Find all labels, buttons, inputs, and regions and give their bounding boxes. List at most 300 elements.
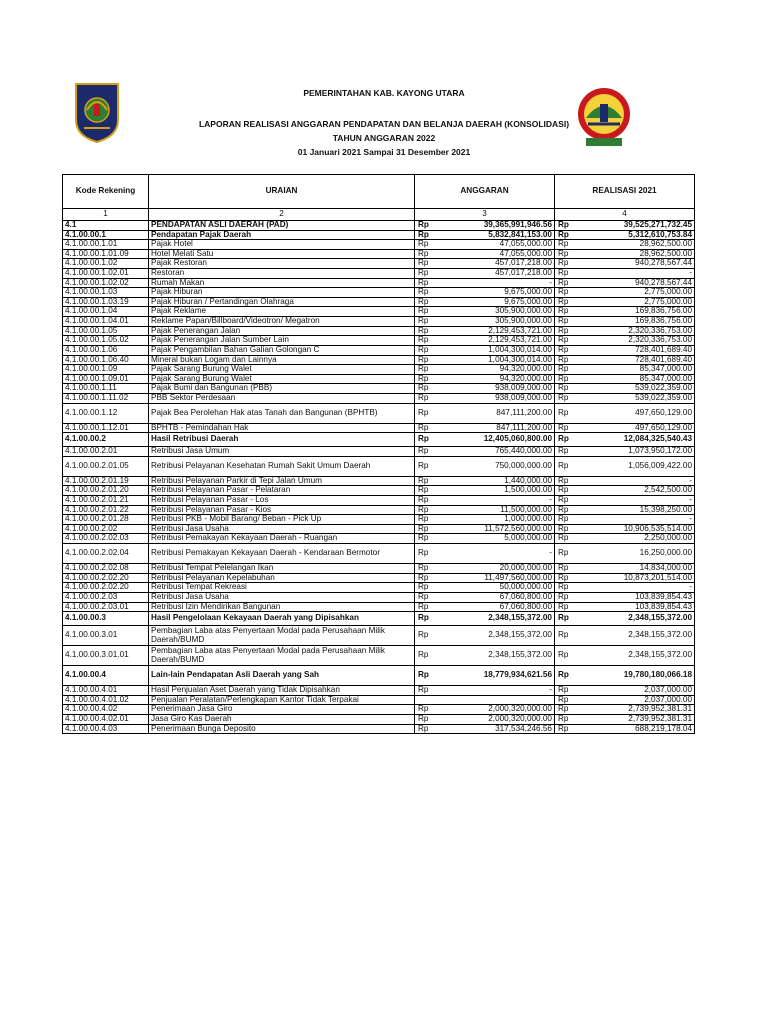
- cell-currency: Rp: [555, 278, 567, 288]
- cell-currency: Rp: [555, 724, 567, 734]
- cell-uraian: Pajak Bumi dan Bangunan (PBB): [149, 384, 415, 394]
- cell-kode: 4.1.00.00.1.05.02: [63, 336, 149, 346]
- cell-currency: Rp: [555, 433, 567, 447]
- cell-realisasi: -: [567, 583, 695, 593]
- cell-uraian: Hotel Melati Satu: [149, 249, 415, 259]
- table-row: [63, 447, 695, 457]
- cell-anggaran: 5,832,841,153.00: [428, 230, 555, 240]
- cell-uraian: Retribusi Tempat Pelelangan Ikan: [149, 564, 415, 574]
- cell-kode: 4.1.00.00.3.01.01: [63, 646, 149, 666]
- cell-currency: Rp: [415, 686, 428, 696]
- cell-realisasi: 2,348,155,372.00: [567, 612, 695, 626]
- cell-uraian: Pajak Hotel: [149, 240, 415, 250]
- report-title: LAPORAN REALISASI ANGGARAN PENDAPATAN DAN BELANJA DAERAH (KONSOLIDASI): [198, 119, 570, 129]
- cell-uraian: Retribusi Izin Mendirikan Bangunan: [149, 602, 415, 612]
- cell-realisasi: -: [567, 496, 695, 506]
- cell-currency: Rp: [555, 646, 567, 666]
- cell-uraian: Pajak Reklame: [149, 307, 415, 317]
- cell-realisasi: 1,073,950,172.00: [567, 447, 695, 457]
- cell-kode: 4.1.00.00.4.01: [63, 686, 149, 696]
- cell-anggaran: 67,060,800.00: [428, 592, 555, 602]
- cell-anggaran: -: [428, 686, 555, 696]
- cell-anggaran: 5,000,000.00: [428, 534, 555, 544]
- cell-currency: Rp: [555, 259, 567, 269]
- cell-currency: Rp: [415, 365, 428, 375]
- cell-anggaran: 938,009,000.00: [428, 393, 555, 403]
- cell-anggaran: 47,055,000.00: [428, 249, 555, 259]
- cell-realisasi: 28,962,500.00: [567, 249, 695, 259]
- cell-currency: Rp: [415, 534, 428, 544]
- cell-currency: Rp: [555, 626, 567, 646]
- cell-realisasi: 2,250,000.00: [567, 534, 695, 544]
- cell-uraian: Retribusi Pelayanan Kesehatan Rumah Sakit Umum Daerah: [149, 456, 415, 476]
- government-name: PEMERINTAHAN KAB. KAYONG UTARA: [303, 88, 465, 98]
- table-row: [63, 544, 695, 564]
- cell-realisasi: 728,401,689.40: [567, 355, 695, 365]
- cell-realisasi: -: [567, 476, 695, 486]
- cell-realisasi: 10,906,535,514.00: [567, 524, 695, 534]
- cell-realisasi: -: [567, 515, 695, 525]
- cell-kode: 4.1.00.00.1.06: [63, 345, 149, 355]
- cell-uraian: Pajak Bea Perolehan Hak atas Tanah dan Bangunan (BPHTB): [149, 403, 415, 423]
- cell-kode: 4.1.00.00.2.02.03: [63, 534, 149, 544]
- cell-realisasi: 2,739,952,381.31: [567, 705, 695, 715]
- cell-currency: Rp: [415, 496, 428, 506]
- cell-currency: Rp: [415, 393, 428, 403]
- cell-realisasi: 497,650,129.00: [567, 403, 695, 423]
- table-row: [63, 714, 695, 724]
- cell-uraian: Retribusi Tempat Rekreasi: [149, 583, 415, 593]
- table-row: [63, 336, 695, 346]
- cell-anggaran: 2,348,155,372.00: [428, 626, 555, 646]
- cell-currency: Rp: [555, 288, 567, 298]
- table-body: [63, 221, 695, 734]
- cell-currency: Rp: [555, 564, 567, 574]
- cell-currency: Rp: [555, 336, 567, 346]
- cell-currency: Rp: [415, 221, 428, 231]
- cell-currency: Rp: [415, 345, 428, 355]
- cell-anggaran: 20,000,000.00: [428, 564, 555, 574]
- cell-realisasi: 5,312,610,753.84: [567, 230, 695, 240]
- cell-currency: Rp: [555, 240, 567, 250]
- cell-uraian: Retribusi Jasa Umum: [149, 447, 415, 457]
- cell-anggaran: 94,320,000.00: [428, 374, 555, 384]
- cell-realisasi: 169,836,756.00: [567, 307, 695, 317]
- cell-anggaran: 2,000,320,000.00: [428, 705, 555, 715]
- cell-anggaran: 457,017,218.00: [428, 269, 555, 279]
- cell-realisasi: 2,037,000.00: [567, 686, 695, 696]
- cell-uraian: Pembagian Laba atas Penyertaan Modal pada Perusahaan Milik Daerah/BUMD: [149, 626, 415, 646]
- cell-anggaran: 750,000,000.00: [428, 456, 555, 476]
- cell-currency: Rp: [415, 336, 428, 346]
- cell-uraian: Rumah Makan: [149, 278, 415, 288]
- cell-kode: 4.1.00.00.2.02.20: [63, 583, 149, 593]
- cell-currency: Rp: [555, 666, 567, 686]
- cell-kode: 4.1.00.00.2.01.28: [63, 515, 149, 525]
- cell-realisasi: 2,542,500.00: [567, 486, 695, 496]
- cell-anggaran: 305,900,000.00: [428, 317, 555, 327]
- cell-uraian: Restoran: [149, 269, 415, 279]
- cell-anggaran: 2,129,453,721.00: [428, 326, 555, 336]
- cell-kode: 4.1.00.00.4.01.02: [63, 695, 149, 705]
- table-row: [63, 612, 695, 626]
- cell-kode: 4.1.00.00.3.01: [63, 626, 149, 646]
- cell-kode: 4.1.00.00.4.03: [63, 724, 149, 734]
- table-row: [63, 240, 695, 250]
- cell-currency: Rp: [415, 240, 428, 250]
- left-emblem: [72, 80, 122, 144]
- cell-uraian: Pajak Restoran: [149, 259, 415, 269]
- cell-currency: Rp: [415, 307, 428, 317]
- cell-anggaran: 765,440,000.00: [428, 447, 555, 457]
- table-row: [63, 345, 695, 355]
- cell-currency: Rp: [415, 524, 428, 534]
- cell-kode: 4.1.00.00.2.01.22: [63, 505, 149, 515]
- cell-kode: 4.1.00.00.1.02.02: [63, 278, 149, 288]
- cell-currency: Rp: [415, 486, 428, 496]
- cell-kode: 4.1.00.00.2: [63, 433, 149, 447]
- cell-currency: Rp: [555, 705, 567, 715]
- header-realisasi: REALISASI 2021: [555, 175, 695, 209]
- report-period: 01 Januari 2021 Sampai 31 Desember 2021: [297, 147, 471, 157]
- cell-anggaran: 9,675,000.00: [428, 297, 555, 307]
- cell-realisasi: 940,278,567.44: [567, 259, 695, 269]
- cell-realisasi: 16,250,000.00: [567, 544, 695, 564]
- cell-anggaran: 2,000,320,000.00: [428, 714, 555, 724]
- cell-uraian: Pajak Hiburan / Pertandingan Olahraga: [149, 297, 415, 307]
- kayong-utara-crest-icon: [72, 80, 122, 144]
- cell-realisasi: 728,401,689.40: [567, 345, 695, 355]
- table-row: [63, 666, 695, 686]
- cell-currency: Rp: [555, 456, 567, 476]
- cell-realisasi: 539,022,359.00: [567, 384, 695, 394]
- header-uraian: URAIAN: [149, 175, 415, 209]
- cell-currency: Rp: [415, 384, 428, 394]
- cell-currency: Rp: [555, 307, 567, 317]
- cell-realisasi: 10,873,201,514.00: [567, 573, 695, 583]
- table-row: [63, 423, 695, 433]
- cell-currency: Rp: [415, 317, 428, 327]
- cell-kode: 4.1.00.00.1.04: [63, 307, 149, 317]
- cell-anggaran: 50,000,000.00: [428, 583, 555, 593]
- table-row: [63, 583, 695, 593]
- cell-currency: Rp: [555, 534, 567, 544]
- cell-currency: Rp: [415, 447, 428, 457]
- cell-anggaran: 2,129,453,721.00: [428, 336, 555, 346]
- cell-uraian: Penerimaan Bunga Deposito: [149, 724, 415, 734]
- cell-anggaran: 2,348,155,372.00: [428, 612, 555, 626]
- cell-kode: 4.1.00.00.2.01.21: [63, 496, 149, 506]
- cell-realisasi: 2,320,336,753.00: [567, 326, 695, 336]
- table-row: [63, 456, 695, 476]
- cell-uraian: Retribusi Pelayanan Pasar - Los: [149, 496, 415, 506]
- cell-currency: Rp: [415, 612, 428, 626]
- header-anggaran: ANGGARAN: [415, 175, 555, 209]
- cell-realisasi: 2,739,952,381.31: [567, 714, 695, 724]
- cell-anggaran: 317,534,246.56: [428, 724, 555, 734]
- cell-currency: Rp: [415, 573, 428, 583]
- cell-currency: Rp: [415, 403, 428, 423]
- cell-currency: Rp: [555, 476, 567, 486]
- cell-currency: Rp: [415, 278, 428, 288]
- cell-realisasi: 103,839,854.43: [567, 602, 695, 612]
- cell-kode: 4.1.00.00.2.01.20: [63, 486, 149, 496]
- cell-anggaran: 1,004,300,014.00: [428, 345, 555, 355]
- cell-currency: Rp: [415, 433, 428, 447]
- cell-uraian: Pendapatan Pajak Daerah: [149, 230, 415, 240]
- cell-uraian: Jasa Giro Kas Daerah: [149, 714, 415, 724]
- cell-currency: Rp: [555, 221, 567, 231]
- cell-anggaran: 1,500,000.00: [428, 486, 555, 496]
- cell-anggaran: 11,500,000.00: [428, 505, 555, 515]
- cell-currency: Rp: [415, 724, 428, 734]
- cell-currency: Rp: [415, 592, 428, 602]
- cell-kode: 4.1.00.00.1.05: [63, 326, 149, 336]
- table-row: [63, 592, 695, 602]
- cell-currency: Rp: [415, 423, 428, 433]
- cell-currency: Rp: [415, 705, 428, 715]
- cell-realisasi: 85,347,000.00: [567, 374, 695, 384]
- cell-currency: Rp: [415, 269, 428, 279]
- cell-realisasi: 39,525,271,732.45: [567, 221, 695, 231]
- cell-currency: Rp: [415, 288, 428, 298]
- table-row: [63, 365, 695, 375]
- cell-uraian: Penjualan Peralatan/Perlengkapan Kantor Tidak Terpakai: [149, 695, 415, 705]
- cell-kode: 4.1.00.00.2.03.01: [63, 602, 149, 612]
- cell-anggaran: 39,365,991,946.56: [428, 221, 555, 231]
- cell-currency: Rp: [555, 524, 567, 534]
- cell-kode: 4.1.00.00.1: [63, 230, 149, 240]
- cell-currency: Rp: [555, 573, 567, 583]
- cell-currency: Rp: [555, 374, 567, 384]
- cell-kode: 4.1.00.00.2.01: [63, 447, 149, 457]
- table-row: [63, 433, 695, 447]
- table-row: [63, 705, 695, 715]
- cell-anggaran: 305,900,000.00: [428, 307, 555, 317]
- cell-currency: Rp: [415, 515, 428, 525]
- cell-uraian: BPHTB - Pemindahan Hak: [149, 423, 415, 433]
- column-number: 2: [149, 209, 415, 221]
- cell-currency: Rp: [555, 365, 567, 375]
- table-row: [63, 724, 695, 734]
- cell-realisasi: 2,348,155,372.00: [567, 626, 695, 646]
- cell-uraian: Penerimaan Jasa Giro: [149, 705, 415, 715]
- cell-realisasi: 15,398,250.00: [567, 505, 695, 515]
- column-number-row: [63, 209, 695, 221]
- cell-currency: Rp: [415, 355, 428, 365]
- cell-currency: Rp: [415, 666, 428, 686]
- cell-kode: 4.1.00.00.1.03: [63, 288, 149, 298]
- cell-uraian: Retribusi Pemakayan Kekayaan Daerah - Kendaraan Bermotor: [149, 544, 415, 564]
- cell-uraian: Retribusi Jasa Usaha: [149, 524, 415, 534]
- cell-anggaran: 1,000,000.00: [428, 515, 555, 525]
- cell-realisasi: 12,084,325,540.43: [567, 433, 695, 447]
- cell-currency: Rp: [415, 230, 428, 240]
- cell-currency: Rp: [555, 695, 567, 705]
- cell-realisasi: 85,347,000.00: [567, 365, 695, 375]
- cell-kode: 4.1.00.00.1.04.01: [63, 317, 149, 327]
- cell-kode: 4.1.00.00.1.06.40: [63, 355, 149, 365]
- cell-currency: Rp: [555, 384, 567, 394]
- cell-realisasi: 2,775,000.00: [567, 288, 695, 298]
- cell-uraian: Retribusi Pelayanan Pasar - Pelataran: [149, 486, 415, 496]
- cell-anggaran: 94,320,000.00: [428, 365, 555, 375]
- cell-currency: Rp: [415, 326, 428, 336]
- cell-anggaran: 847,111,200.00: [428, 403, 555, 423]
- table-row: [63, 602, 695, 612]
- table-row: [63, 393, 695, 403]
- cell-currency: Rp: [415, 646, 428, 666]
- cell-currency: Rp: [555, 515, 567, 525]
- cell-realisasi: 14,834,000.00: [567, 564, 695, 574]
- cell-kode: 4.1.00.00.2.02.20: [63, 573, 149, 583]
- cell-anggaran: 11,497,560,000.00: [428, 573, 555, 583]
- cell-uraian: Pembagian Laba atas Penyertaan Modal pada Perusahaan Milik Daerah/BUMD: [149, 646, 415, 666]
- cell-currency: Rp: [555, 249, 567, 259]
- cell-realisasi: 19,780,180,066.18: [567, 666, 695, 686]
- cell-kode: 4.1.00.00.1.11.02: [63, 393, 149, 403]
- cell-uraian: Reklame Papan/Billboard/Videotron/ Megatron: [149, 317, 415, 327]
- cell-anggaran: -: [428, 278, 555, 288]
- cell-currency: Rp: [555, 326, 567, 336]
- cell-realisasi: 539,022,359.00: [567, 393, 695, 403]
- cell-currency: Rp: [555, 544, 567, 564]
- table-header-row: [63, 175, 695, 209]
- cell-kode: 4.1.00.00.2.02.08: [63, 564, 149, 574]
- cell-currency: Rp: [555, 269, 567, 279]
- cell-anggaran: 12,405,060,800.00: [428, 433, 555, 447]
- cell-kode: 4.1.00.00.4: [63, 666, 149, 686]
- cell-anggaran: 18,779,934,621.56: [428, 666, 555, 686]
- cell-uraian: Retribusi Pelayanan Pasar - Kios: [149, 505, 415, 515]
- cell-currency: Rp: [415, 602, 428, 612]
- cell-uraian: Hasil Penjualan Aset Daerah yang Tidak Dipisahkan: [149, 686, 415, 696]
- cell-currency: Rp: [555, 423, 567, 433]
- table-row: [63, 317, 695, 327]
- cell-kode: 4.1.00.00.1.12: [63, 403, 149, 423]
- table-row: [63, 496, 695, 506]
- table-row: [63, 515, 695, 525]
- cell-uraian: Mineral bukan Logam dan Lainnya: [149, 355, 415, 365]
- cell-currency: Rp: [415, 564, 428, 574]
- cell-uraian: Retribusi PKB - Mobil Barang/ Beban - Pick Up: [149, 515, 415, 525]
- cell-currency: Rp: [415, 583, 428, 593]
- cell-kode: 4.1.00.00.2.03: [63, 592, 149, 602]
- table-row: [63, 686, 695, 696]
- cell-anggaran: 1,440,000.00: [428, 476, 555, 486]
- cell-currency: Rp: [555, 403, 567, 423]
- cell-uraian: Pajak Hiburan: [149, 288, 415, 298]
- cell-kode: 4.1.00.00.3: [63, 612, 149, 626]
- cell-currency: Rp: [555, 447, 567, 457]
- cell-kode: 4.1.00.00.1.01.09: [63, 249, 149, 259]
- header-kode-rekening: Kode Rekening: [63, 175, 149, 209]
- cell-anggaran: 938,009,000.00: [428, 384, 555, 394]
- cell-anggaran: 847,111,200.00: [428, 423, 555, 433]
- cell-anggaran: 2,348,155,372.00: [428, 646, 555, 666]
- cell-realisasi: 2,775,000.00: [567, 297, 695, 307]
- cell-uraian: Retribusi Pelayanan Parkir di Tepi Jalan Umum: [149, 476, 415, 486]
- report-year: TAHUN ANGGARAN 2022: [332, 133, 436, 143]
- cell-kode: 4.1.00.00.2.01.05: [63, 456, 149, 476]
- cell-uraian: Lain-lain Pendapatan Asli Daerah yang Sah: [149, 666, 415, 686]
- table-row: [63, 564, 695, 574]
- column-number: 3: [415, 209, 555, 221]
- cell-currency: Rp: [415, 544, 428, 564]
- cell-kode: 4.1.00.00.1.02.01: [63, 269, 149, 279]
- cell-realisasi: 497,650,129.00: [567, 423, 695, 433]
- table-row: [63, 288, 695, 298]
- cell-kode: 4.1.00.00.2.02: [63, 524, 149, 534]
- cell-currency: Rp: [555, 345, 567, 355]
- cell-currency: Rp: [415, 476, 428, 486]
- cell-anggaran: 457,017,218.00: [428, 259, 555, 269]
- cell-uraian: Retribusi Pelayanan Kepelabuhan: [149, 573, 415, 583]
- cell-realisasi: 169,836,756.00: [567, 317, 695, 327]
- cell-kode: 4.1.00.00.2.01.19: [63, 476, 149, 486]
- table-row: [63, 269, 695, 279]
- cell-realisasi: 2,037,000.00: [567, 695, 695, 705]
- cell-uraian: Hasil Pengelolaan Kekayaan Daerah yang Dipisahkan: [149, 612, 415, 626]
- cell-currency: Rp: [555, 612, 567, 626]
- cell-currency: Rp: [555, 355, 567, 365]
- cell-realisasi: 940,278,567.44: [567, 278, 695, 288]
- cell-uraian: Pajak Penerangan Jalan Sumber Lain: [149, 336, 415, 346]
- table-row: [63, 646, 695, 666]
- cell-uraian: Retribusi Pemakayan Kekayaan Daerah - Ruangan: [149, 534, 415, 544]
- cell-realisasi: 1,056,009,422.00: [567, 456, 695, 476]
- cell-kode: 4.1: [63, 221, 149, 231]
- cell-currency: Rp: [555, 714, 567, 724]
- cell-anggaran: 67,060,800.00: [428, 602, 555, 612]
- cell-currency: Rp: [555, 496, 567, 506]
- cell-currency: Rp: [555, 583, 567, 593]
- cell-realisasi: 103,839,854.43: [567, 592, 695, 602]
- cell-currency: Rp: [415, 259, 428, 269]
- budget-realization-table: [62, 174, 695, 734]
- cell-currency: Rp: [415, 626, 428, 646]
- table-row: [63, 626, 695, 646]
- table-row: [63, 221, 695, 231]
- cell-realisasi: -: [567, 269, 695, 279]
- cell-uraian: PBB Sektor Perdesaan: [149, 393, 415, 403]
- column-number: 4: [555, 209, 695, 221]
- cell-anggaran: 11,572,560,000.00: [428, 524, 555, 534]
- cell-currency: Rp: [555, 486, 567, 496]
- column-number: 1: [63, 209, 149, 221]
- cell-currency: Rp: [555, 297, 567, 307]
- table-row: [63, 534, 695, 544]
- cell-anggaran: -: [428, 544, 555, 564]
- cell-realisasi: 688,219,178.04: [567, 724, 695, 734]
- cell-kode: 4.1.00.00.1.11: [63, 384, 149, 394]
- cell-uraian: Pajak Sarang Burung Walet: [149, 365, 415, 375]
- cell-kode: 4.1.00.00.1.03.19: [63, 297, 149, 307]
- cell-currency: Rp: [555, 602, 567, 612]
- cell-anggaran: -: [428, 496, 555, 506]
- cell-currency: Rp: [555, 505, 567, 515]
- cell-kode: 4.1.00.00.4.02.01: [63, 714, 149, 724]
- cell-kode: 4.1.00.00.4.02: [63, 705, 149, 715]
- cell-currency: Rp: [555, 592, 567, 602]
- cell-uraian: Pajak Penerangan Jalan: [149, 326, 415, 336]
- cell-uraian: Hasil Retribusi Daerah: [149, 433, 415, 447]
- cell-kode: 4.1.00.00.1.01: [63, 240, 149, 250]
- cell-currency: Rp: [415, 714, 428, 724]
- cell-currency: Rp: [555, 686, 567, 696]
- cell-anggaran: 1,004,300,014.00: [428, 355, 555, 365]
- cell-currency: Rp: [415, 374, 428, 384]
